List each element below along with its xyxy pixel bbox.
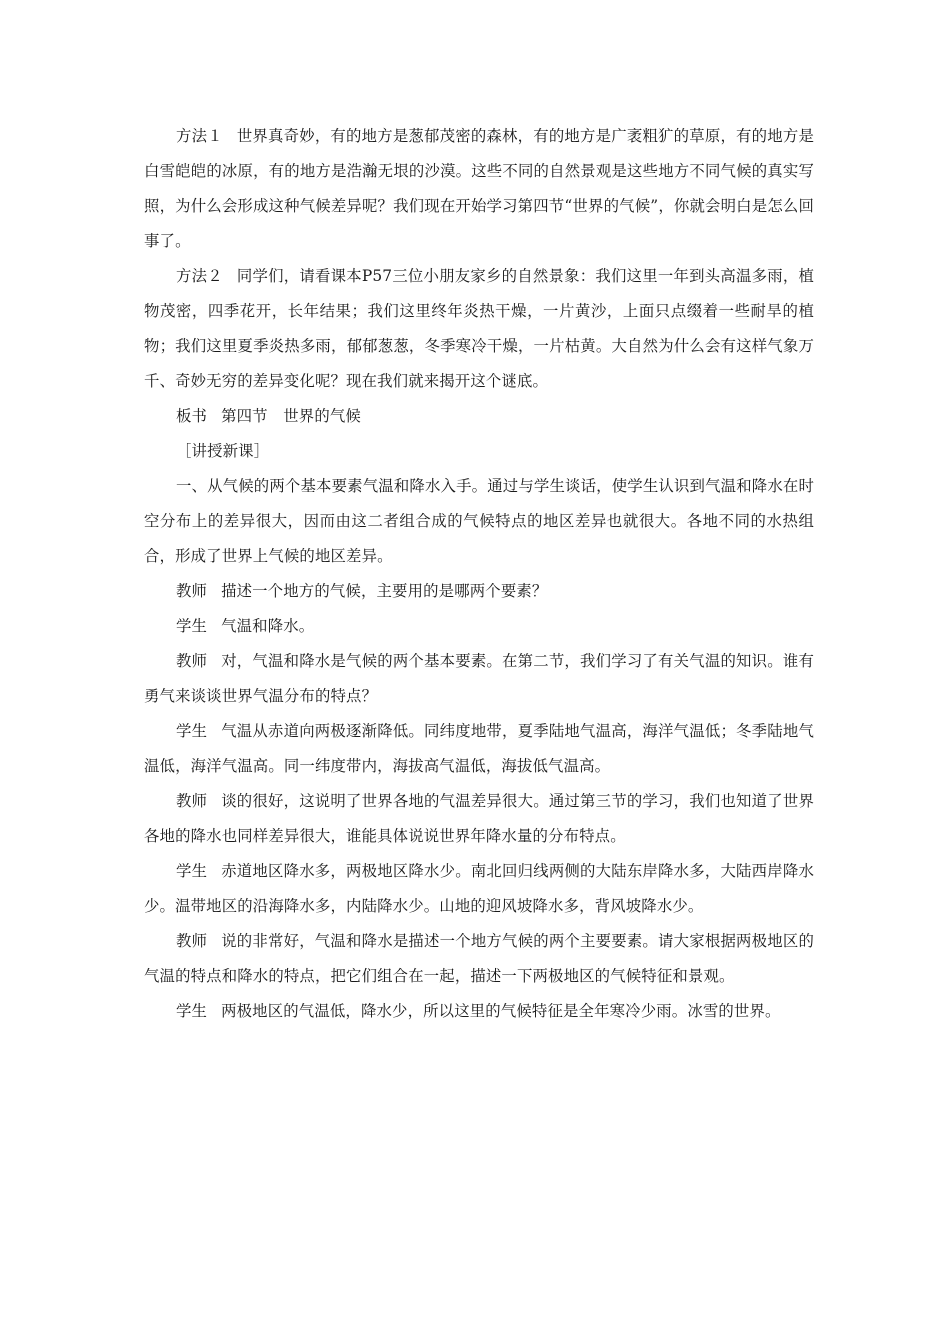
speaker-label: 教师 xyxy=(176,652,208,670)
dialogue-line xyxy=(144,924,814,994)
paragraph-text: 第四节 世界的气候 xyxy=(221,407,361,425)
paragraph-text: 描述一个地方的气候，主要用的是哪两个要素？ xyxy=(221,582,548,600)
dialogue-line xyxy=(144,644,814,714)
paragraph-text: 同学们，请看课本P57三位小朋友家乡的自然景象：我们这里一年到头高温多雨，植物茂密，四季花开，长年结果；我们这里终年炎热干燥，一片黄沙，上面只点缀着一些耐旱的植物；我们这里夏季炎热多雨，郁郁葱葱，冬季寒冷干燥，一片枯黄。大自然为什么会有这样气象万千、奇妙无穷的差异变化呢？现在我们就来揭开这个谜底。 xyxy=(144,267,815,390)
speaker-label: 学生 xyxy=(176,617,208,635)
paragraph-text: 一、从气候的两个基本要素气温和降水入手。通过与学生谈话，使学生认识到气温和降水在时空分布上的差异很大，因而由这二者组合成的气候特点的地区差异也就很大。各地不同的水热组合，形成了世界上气候的地区差异。 xyxy=(144,477,814,565)
speaker-label: 学生 xyxy=(176,1002,208,1020)
paragraph-text: 对，气温和降水是气候的两个基本要素。在第二节，我们学习了有关气温的知识。谁有勇气来谈谈世界气温分布的特点？ xyxy=(144,652,814,705)
speaker-label: 板书 xyxy=(176,407,208,425)
paragraph-text: 两极地区的气温低，降水少，所以这里的气候特征是全年寒冷少雨。冰雪的世界。 xyxy=(221,1002,781,1020)
paragraph-text: ［讲授新课］ xyxy=(176,442,270,460)
paragraph-text: 说的非常好，气温和降水是描述一个地方气候的两个主要要素。请大家根据两极地区的气温的特点和降水的特点，把它们组合在一起，描述一下两极地区的气候特征和景观。 xyxy=(144,932,814,985)
paragraph-text: 赤道地区降水多，两极地区降水少。南北回归线两侧的大陆东岸降水多，大陆西岸降水少。温带地区的沿海降水多，内陆降水少。山地的迎风坡降水多，背风坡降水少。 xyxy=(144,862,814,915)
dialogue-line xyxy=(144,854,814,924)
paragraph-method-1 xyxy=(144,119,814,259)
paragraph-text: 世界真奇妙，有的地方是葱郁茂密的森林，有的地方是广袤粗犷的草原，有的地方是白雪皑皑的冰原，有的地方是浩瀚无垠的沙漠。这些不同的自然景观是这些地方不同气候的真实写照，为什么会形成这种气候差异呢？我们现在开始学习第四节“世界的气候”，你就会明白是怎么回事了。 xyxy=(144,127,814,250)
speaker-label: 教师 xyxy=(176,792,208,810)
dialogue-line xyxy=(144,574,814,609)
dialogue-line xyxy=(144,994,814,1029)
paragraph-text: 气温和降水。 xyxy=(221,617,315,635)
paragraph-blackboard xyxy=(144,399,814,434)
speaker-label: 学生 xyxy=(176,862,208,880)
paragraph-text: 谈的很好，这说明了世界各地的气温差异很大。通过第三节的学习，我们也知道了世界各地的降水也同样差异很大，谁能具体说说世界年降水量的分布特点。 xyxy=(144,792,814,845)
speaker-label: 学生 xyxy=(176,722,208,740)
dialogue-line xyxy=(144,784,814,854)
speaker-label: 方法１ xyxy=(176,127,223,145)
document-page xyxy=(144,119,814,1029)
section-heading xyxy=(144,434,814,469)
paragraph-text: 气温从赤道向两极逐渐降低。同纬度地带，夏季陆地气温高，海洋气温低；冬季陆地气温低，海洋气温高。同一纬度带内，海拔高气温低，海拔低气温高。 xyxy=(144,722,814,775)
speaker-label: 教师 xyxy=(176,582,208,600)
speaker-label: 方法２ xyxy=(176,267,223,285)
speaker-label: 教师 xyxy=(176,932,208,950)
paragraph-method-2 xyxy=(144,259,814,399)
dialogue-line xyxy=(144,714,814,784)
paragraph-intro xyxy=(144,469,814,574)
dialogue-line xyxy=(144,609,814,644)
